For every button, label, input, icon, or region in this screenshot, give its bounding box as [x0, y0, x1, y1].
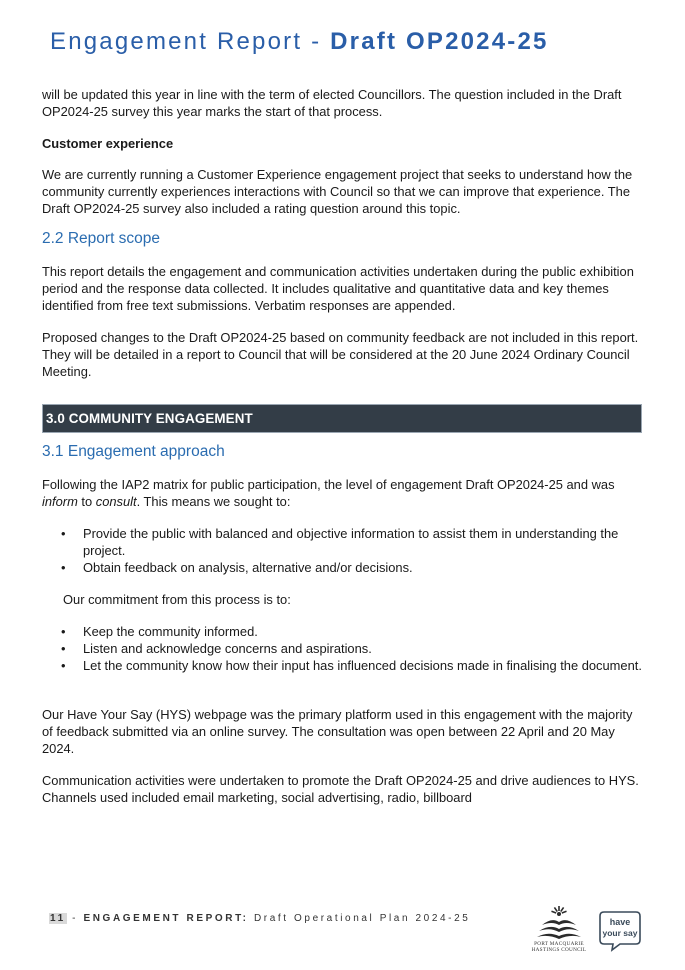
report-scope-paragraph-2: Proposed changes to the Draft OP2024-25 based on community feedback are not included in this report. They will be detailed in a report to Council that will be considered at the 20 June 2024 Ordinary Council Meeting. — [42, 330, 639, 379]
title-bold: Draft OP2024-25 — [330, 28, 549, 55]
customer-experience-paragraph: We are currently running a Customer Experience engagement project that seeks to understand how the community currently experiences interactions with Council so that we can improve that experience. The Draft OP2024-25 survey also included a rating question around this topic. — [42, 167, 633, 216]
intro-paragraph: will be updated this year in line with the term of elected Councillors. The question included in the Draft OP2024-25 survey this year marks the start of that process. — [42, 87, 622, 119]
council-logo-icon — [536, 905, 582, 941]
section-heading-community-engagement: 3.0 COMMUNITY ENGAGEMENT — [42, 404, 642, 433]
main-content — [42, 86, 642, 821]
engagement-approach-paragraph — [42, 476, 642, 510]
list-item: • Provide the public with balanced and objective information to assist them in understanding the project. — [83, 525, 642, 559]
page-title — [50, 28, 549, 56]
page-footer — [49, 913, 470, 924]
commitment-paragraph: Our commitment from this process is to: — [63, 592, 291, 607]
have-your-say-paragraph: Our Have Your Say (HYS) webpage was the primary platform used in this engagement with the majority of feedback submitted via an online survey. The consultation was open between 22 April and 20 May 2024. — [42, 707, 633, 756]
communication-paragraph: Communication activities were undertaken to promote the Draft OP2024-25 and drive audiences to HYS. Channels used included email marketing, social advertising, radio, billboard — [42, 773, 639, 805]
footer-label-bold: ENGAGEMENT REPORT: — [83, 913, 249, 924]
footer-label-rest: Draft Operational Plan 2024-25 — [248, 913, 471, 924]
commitment-list — [42, 623, 642, 674]
council-logo-line1: PORT MACQUARIE — [534, 941, 584, 947]
report-scope-paragraph-1: This report details the engagement and communication activities undertaken during the public exhibition period and the response data collected. It includes qualitative and quantitative data and key themes identified from free text submissions. Verbatim responses are appended. — [42, 264, 634, 313]
list-item: • Listen and acknowledge concerns and aspirations. — [83, 640, 642, 657]
approach-text-inform: inform — [42, 494, 78, 509]
approach-text-consult: consult — [95, 494, 137, 509]
list-item: • Obtain feedback on analysis, alternative and/or decisions. — [83, 559, 642, 576]
council-logo-line2: HASTINGS COUNCIL — [531, 947, 587, 953]
hys-logo-line1: have — [609, 917, 631, 927]
speech-bubble-icon — [598, 910, 642, 952]
approach-text-end: . This means we sought to: — [136, 494, 291, 509]
title-light: Engagement Report - — [50, 28, 331, 55]
have-your-say-logo — [598, 910, 642, 952]
page-number: 11 — [50, 913, 66, 924]
hys-logo-line2: your say — [602, 928, 638, 938]
list-item: • Keep the community informed. — [83, 623, 642, 640]
approach-text-to: to — [77, 494, 96, 509]
sought-to-list — [42, 525, 642, 576]
engagement-approach-heading: 3.1 Engagement approach — [42, 443, 225, 460]
report-scope-heading: 2.2 Report scope — [42, 230, 161, 247]
customer-experience-heading: Customer experience — [42, 136, 174, 151]
approach-text-start: Following the IAP2 matrix for public participation, the level of engagement Draft OP2024-25 and was — [42, 477, 615, 492]
footer-separator: - — [66, 913, 84, 924]
list-item: • Let the community know how their input has influenced decisions made in finalising the document. — [83, 657, 642, 674]
council-logo — [528, 905, 590, 961]
